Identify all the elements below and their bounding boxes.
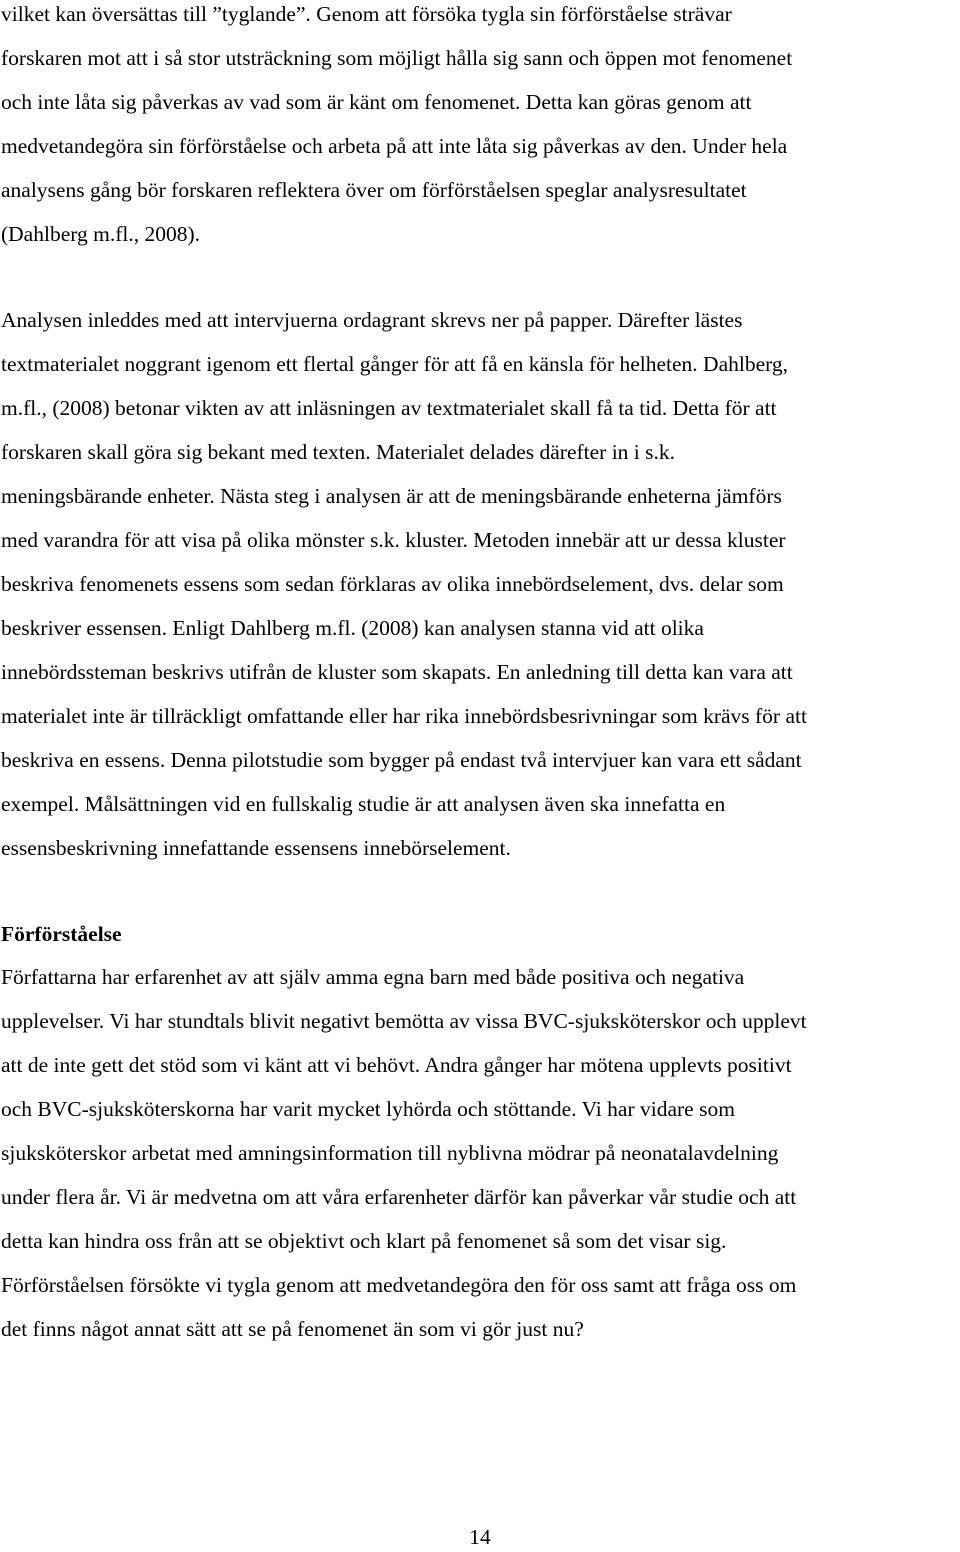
section-heading: Förförståelse bbox=[1, 922, 122, 946]
text-line: detta kan hindra oss från att se objektivt och klart på fenomenet så som det visar sig. bbox=[1, 1229, 727, 1253]
text-line: (Dahlberg m.fl., 2008). bbox=[1, 222, 201, 246]
text-line: och inte låta sig påverkas av vad som är känt om fenomenet. Detta kan göras genom att bbox=[1, 90, 752, 114]
text-line: under flera år. Vi är medvetna om att våra erfarenheter därför kan påverkar vår studie och att bbox=[1, 1185, 797, 1209]
text-line: essensbeskrivning innefattande essensens innebörselement. bbox=[1, 836, 511, 860]
text-line: meningsbärande enheter. Nästa steg i analysen är att de meningsbärande enheterna jämförs bbox=[1, 484, 782, 508]
text-line: att de inte gett det stöd som vi känt att vi behövt. Andra gånger har mötena upplevts positivt bbox=[1, 1053, 792, 1077]
text-line: textmaterialet noggrant igenom ett flertal gånger för att få en känsla för helheten. Dahlberg, bbox=[1, 352, 789, 376]
text-line: medvetandegöra sin förförståelse och arbeta på att inte låta sig påverkas av den. Under hela bbox=[1, 134, 788, 158]
text-line: Analysen inleddes med att intervjuerna ordagrant skrevs ner på papper. Därefter lästes bbox=[1, 308, 743, 332]
text-line: innebördssteman beskrivs utifrån de kluster som skapats. En anledning till detta kan vara att bbox=[1, 660, 793, 684]
text-line: exempel. Målsättningen vid en fullskalig studie är att analysen även ska innefatta en bbox=[1, 792, 726, 816]
paragraph-analysis-bracketing bbox=[1, 0, 959, 256]
text-line: materialet inte är tillräckligt omfattande eller har rika innebördsbesrivningar som krävs för att bbox=[1, 704, 807, 728]
text-line: analysens gång bör forskaren reflektera över om förförståelsen speglar analysresultatet bbox=[1, 178, 747, 202]
text-line: beskriva en essens. Denna pilotstudie som bygger på endast två intervjuer kan vara ett sådant bbox=[1, 748, 802, 772]
text-line: m.fl., (2008) betonar vikten av att inläsningen av textmaterialet skall få ta tid. Detta för att bbox=[1, 396, 777, 420]
text-line: beskriva fenomenets essens som sedan förklaras av olika innebördselement, dvs. delar som bbox=[1, 572, 784, 596]
text-line: Författarna har erfarenhet av att själv amma egna barn med både positiva och negativa bbox=[1, 965, 745, 989]
text-line: med varandra för att visa på olika mönster s.k. kluster. Metoden innebär att ur dessa kluster bbox=[1, 528, 786, 552]
page-number: 14 bbox=[469, 1525, 491, 1549]
text-line: Förförståelsen försökte vi tygla genom att medvetandegöra den för oss samt att fråga oss om bbox=[1, 1273, 797, 1297]
paragraph-analysis-method bbox=[1, 298, 959, 870]
text-line: det finns något annat sätt att se på fenomenet än som vi gör just nu? bbox=[1, 1317, 584, 1341]
text-line: sjuksköterskor arbetat med amningsinformation till nyblivna mödrar på neonatalavdelning bbox=[1, 1141, 779, 1165]
text-line: upplevelser. Vi har stundtals blivit negativt bemötta av vissa BVC-sjuksköterskor och upplevt bbox=[1, 1009, 807, 1033]
text-line: beskriver essensen. Enligt Dahlberg m.fl. (2008) kan analysen stanna vid att olika bbox=[1, 616, 704, 640]
text-line: forskaren mot att i så stor utsträckning som möjligt hålla sig sann och öppen mot fenomenet bbox=[1, 46, 793, 70]
text-line: och BVC-sjuksköterskorna har varit mycket lyhörda och stöttande. Vi har vidare som bbox=[1, 1097, 735, 1121]
paragraph-preunderstanding bbox=[1, 955, 959, 1351]
text-line: forskaren skall göra sig bekant med texten. Materialet delades därefter in i s.k. bbox=[1, 440, 676, 464]
text-line: vilket kan översättas till ”tyglande”. Genom att försöka tygla sin förförståelse strävar bbox=[1, 2, 732, 26]
